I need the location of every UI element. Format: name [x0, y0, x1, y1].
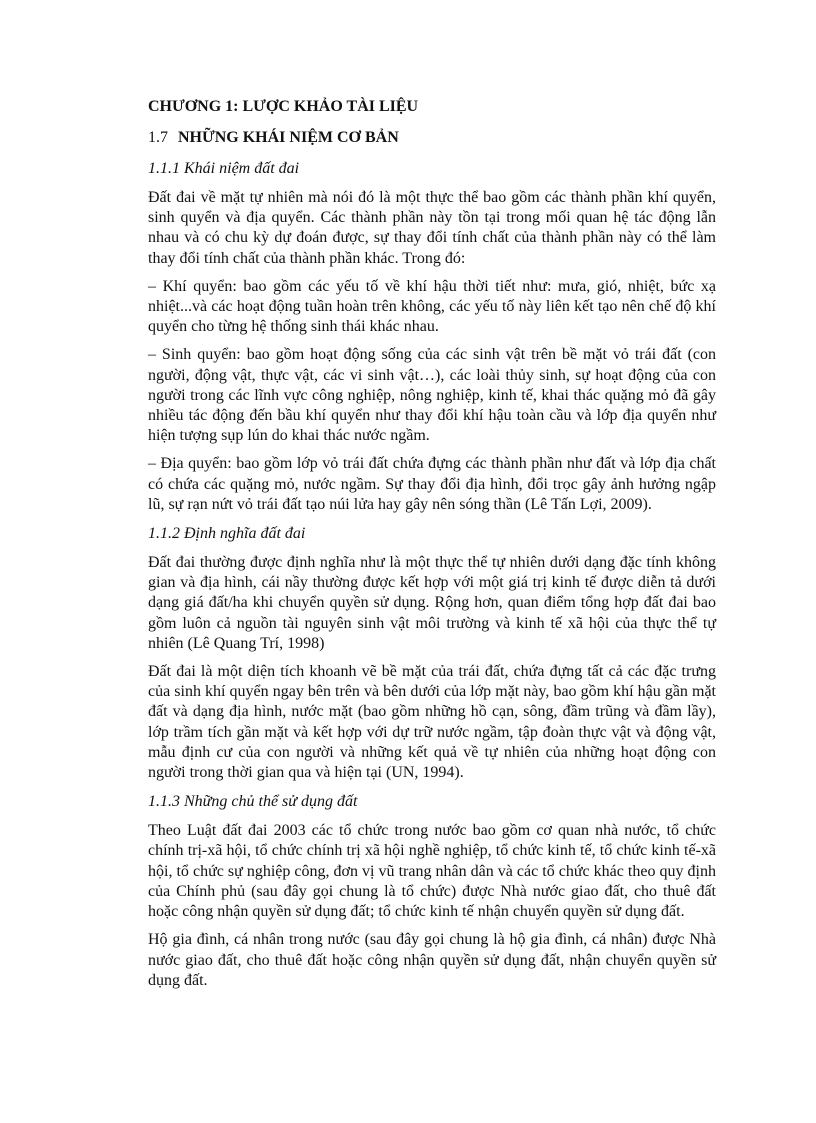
section-heading — [148, 127, 716, 149]
paragraph: Hộ gia đình, cá nhân trong nước (sau đây gọi chung là hộ gia đình, cá nhân) được Nhà nước giao đất, cho thuê đất hoặc công nhận quyền sử dụng đất, nhận chuyển quyền sử dụng đất. — [148, 931, 716, 989]
paragraph: Đất đai về mặt tự nhiên mà nói đó là một thực thể bao gồm các thành phần khí quyển, sinh quyển và địa quyển. Các thành phần này tồn tại trong mối quan hệ tác động lẫn nhau và có chu kỳ dự đoán được, sự thay đổi tính chất của thành phần này có thể làm thay đổi tính chất của thành phần khác. Trong đó: — [148, 189, 716, 267]
paragraph: Đất đai là một diện tích khoanh vẽ bề mặt của trái đất, chứa đựng tất cả các đặc trưng của sinh khí quyển ngay bên trên và bên dưới của lớp mặt này, bao gồm khí hậu gần mặt đất và dạng địa hình, nước mặt (bao gồm những hồ cạn, sông, đầm trũng và đầm lầy), lớp trầm tích gần mặt và kết hợp với dự trữ nước ngầm, tập đoàn thực vật và động vật, mẫu định cư của con người và những kết quả về tự nhiên của những hoạt động con người trong thời gian qua và hiện tại (UN, 1994). — [148, 663, 716, 782]
section-number: 1.7 — [148, 129, 168, 146]
subsection-title-land-definition: 1.1.2 Định nghĩa đất đai — [148, 525, 306, 543]
paragraph-atmosphere: – Khí quyển: bao gồm các yếu tố về khí hậu thời tiết như: mưa, gió, nhiệt, bức xạ nhiệt...và các hoạt động tuần hoàn trên không, các yếu tố này liên kết tạo nên chế độ khí quyển cho từng hệ thống sinh thái khác nhau. — [148, 277, 716, 336]
paragraph: Theo Luật đất đai 2003 các tổ chức trong nước bao gồm cơ quan nhà nước, tổ chức chính trị-xã hội, tổ chức chính trị xã hội nghề nghiệp, tổ chức kinh tế, tổ chức kinh tế-xã hội, tổ chức sự nghiệp công, đơn vị vũ trang nhân dân và các tổ chức khác theo quy định của Chính phủ (sau đây gọi chung là tổ chức) được Nhà nước giao đất, cho thuê đất hoặc công nhận quyền sử dụng đất; tổ chức kinh tế nhận chuyển quyền sử dụng đất. — [148, 822, 716, 921]
paragraph-geosphere: – Địa quyển: bao gồm lớp vỏ trái đất chứa đựng các thành phần như đất và lớp địa chất có chứa các quặng mỏ, nước ngầm. Sự thay đổi địa hình, đổi trọc gây ảnh hưởng ngập lũ, sự rạn nứt vỏ trái đất tạo núi lửa hay gây nên sóng thần (Lê Tấn Lợi, 2009). — [148, 455, 716, 513]
chapter-title: CHƯƠNG 1: LƯỢC KHẢO TÀI LIỆU — [148, 98, 419, 115]
subsection-title-land-users: 1.1.3 Những chủ thể sử dụng đất — [148, 793, 358, 811]
subsection-title-land-concept: 1.1.1 Khái niệm đất đai — [148, 160, 300, 177]
paragraph-biosphere: – Sinh quyển: bao gồm hoạt động sống của các sinh vật trên bề mặt vỏ trái đất (con người, động vật, thực vật, các vi sinh vật…), các loài thủy sinh, sự hoạt động của con người trong các lĩnh vực công nghiệp, nông nghiệp, kinh tế, khai thác quặng mỏ đã gây nhiều tác động đến bầu khí quyển như thay đổi khí hậu toàn cầu và lớp địa quyển như hiện tượng sụp lún do khai thác nước ngầm. — [148, 346, 716, 445]
document-page — [148, 96, 716, 999]
section-title: NHỮNG KHÁI NIỆM CƠ BẢN — [178, 129, 399, 146]
paragraph: Đất đai thường được định nghĩa như là một thực thể tự nhiên dưới dạng đặc tính không gian và địa hình, cái nầy thường được kết hợp với một giá trị kinh tế được diễn tả dưới dạng giá đất/ha khi chuyển quyền sử dụng. Rộng hơn, quan điểm tổng hợp đất đai bao gồm luôn cả nguồn tài nguyên sinh vật môi trường và kinh tế xã hội của thực thể tự nhiên (Lê Quang Trí, 1998) — [148, 554, 716, 652]
